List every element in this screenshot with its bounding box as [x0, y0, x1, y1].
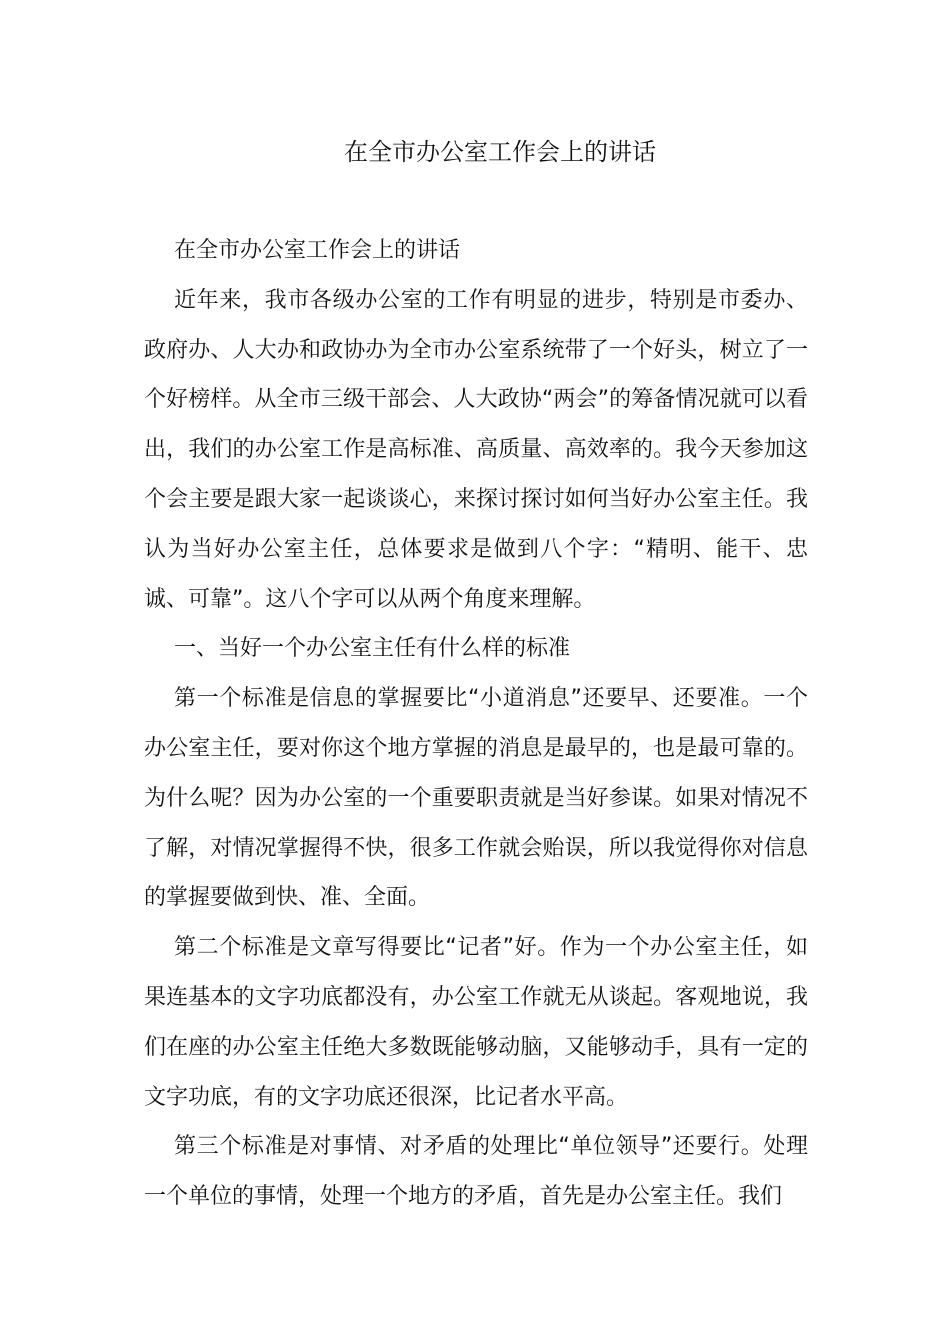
paragraph-standard-2: 第二个标准是文章写得要比“记者”好。作为一个办公室主任，如果连基本的文字功底都没有，办公室工作就无从谈起。客观地说，我们在座的办公室主任绝大多数既能够动脑，又能够动手，具有一定的文字功底，有的文字功底还很深，比记者水平高。: [144, 935, 808, 1110]
paragraph-standard-1: 第一个标准是信息的掌握要比“小道消息”还要早、还要准。一个办公室主任，要对你这个地方掌握的消息是最早的，也是最可靠的。为什么呢？因为办公室的一个重要职责就是当好参谋。如果对情况不了解，对情况掌握得不快，很多工作就会贻误，所以我觉得你对信息的掌握要做到快、准、全面。: [144, 686, 808, 911]
paragraph-subtitle: 在全市办公室工作会上的讲话: [174, 238, 461, 263]
document-body: [144, 226, 808, 1222]
section-heading: 一、当好一个办公室主任有什么样的标准: [174, 636, 571, 662]
paragraph-intro: 近年来，我市各级办公室的工作有明显的进步，特别是市委办、政府办、人大办和政协办为全市办公室系统带了一个好头，树立了一个好榜样。从全市三级干部会、人大政协“两会”的筹备情况就可以看出，我们的办公室工作是高标准、高质量、高效率的。我今天参加这个会主要是跟大家一起谈谈心，来探讨探讨如何当好办公室主任。我认为当好办公室主任，总体要求是做到八个字：“精明、能干、忠诚、可靠”。这八个字可以从两个角度来理解。: [144, 287, 808, 612]
paragraph-standard-3: 第三个标准是对事情、对矛盾的处理比“单位领导”还要行。处理一个单位的事情，处理一个地方的矛盾，首先是办公室主任。我们: [144, 1134, 808, 1210]
document-title: 在全市办公室工作会上的讲话: [344, 138, 656, 166]
